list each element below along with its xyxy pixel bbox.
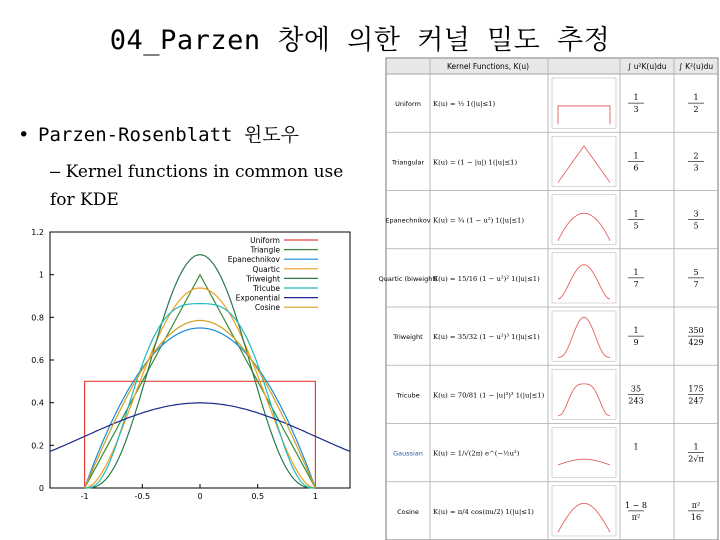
second-moment-denominator: 9 [633, 338, 639, 348]
roughness-numerator: 3 [693, 209, 699, 219]
roughness-numerator: 5 [693, 267, 699, 277]
kernel-name: Cosine [397, 507, 419, 516]
bullet-text: Parzen-Rosenblatt 윈도우 [38, 124, 299, 146]
kernel-thumbnail [552, 311, 616, 361]
roughness-denominator: 2 [693, 105, 699, 115]
kernel-thumbnail [552, 253, 616, 303]
second-moment-numerator: 1 [633, 209, 639, 219]
kernel-name: Triangular [391, 158, 425, 167]
roughness-numerator: 350 [688, 326, 704, 336]
kernel-thumbnail [552, 428, 616, 478]
kernel-formula: K(u) = 70/81 (1 − |u|³)³ 1(|u|≤1) [433, 391, 545, 400]
bullet-point [18, 120, 299, 147]
kernel-name: Epanechnikov [385, 216, 431, 225]
kernel-formula: K(u) = 35/32 (1 − u²)³ 1(|u|≤1) [433, 333, 540, 342]
second-moment-numerator: 1 [633, 326, 639, 336]
second-moment-numerator: 35 [630, 384, 642, 394]
kernel-name: Triweight [393, 333, 423, 342]
plot-frame [50, 232, 350, 488]
table-header-cell: Kernel Functions, K(u) [446, 62, 530, 71]
legend-label: Epanechnikov [227, 255, 280, 265]
roughness-denominator: 5 [693, 221, 699, 231]
sub-line-2: for KDE [50, 190, 119, 210]
roughness-numerator: 1 [693, 442, 699, 452]
roughness-numerator: 2 [693, 151, 699, 161]
slide-title: 04_Parzen 창에 의한 커널 밀도 추정 [109, 25, 611, 56]
y-tick-label: 0 [38, 484, 44, 493]
x-tick-label: -0.5 [134, 492, 151, 501]
kernel-thumbnail [552, 136, 616, 186]
series-line-tricube [85, 304, 316, 488]
y-tick-label: 0.8 [31, 313, 44, 323]
x-tick-label: 0.5 [251, 492, 265, 501]
sub-dash: – [50, 162, 61, 182]
y-tick-label: 0.6 [31, 356, 44, 365]
legend-label: Uniform [250, 236, 280, 245]
kernel-chart [20, 222, 360, 502]
kernel-formula: K(u) = ½ 1(|u|≤1) [433, 100, 496, 109]
y-tick-label: 1 [38, 270, 44, 280]
kernel-name: Uniform [395, 100, 421, 109]
series-line-exponential [50, 403, 350, 452]
kernel-name: Gaussian [393, 449, 423, 458]
second-moment-numerator: 1 − 8 [625, 500, 647, 510]
kernel-formula: K(u) = (1 − |u|) 1(|u|≤1) [433, 158, 518, 167]
second-moment-denominator: 243 [628, 396, 644, 406]
kernel-formula: K(u) = 1/√(2π) e^(−½u²) [433, 449, 520, 458]
y-tick-label: 0.4 [31, 398, 44, 408]
x-tick-label: 0 [197, 492, 203, 501]
second-moment-denominator: 3 [633, 105, 639, 115]
kernel-formula: K(u) = ¾ (1 − u²) 1(|u|≤1) [433, 216, 525, 225]
y-tick-label: 0.2 [31, 441, 44, 451]
table-header-cell: ∫ u²K(u)du [627, 62, 667, 71]
second-moment-numerator: 1 [633, 267, 639, 277]
kernel-formula: K(u) = 15/16 (1 − u²)² 1(|u|≤1) [433, 274, 540, 283]
legend-label: Triangle [250, 245, 280, 255]
sub-bullet [50, 158, 343, 214]
second-moment-denominator: π² [631, 512, 641, 522]
kernel-thumbnail [552, 369, 616, 419]
second-moment-denominator: 7 [633, 279, 639, 289]
sub-line-1: Kernel functions in common use [65, 162, 344, 182]
kernel-thumbnail [552, 195, 616, 245]
roughness-denominator: 247 [688, 396, 704, 406]
legend-label: Triweight [246, 274, 280, 284]
series-line-epanechnikov [85, 328, 316, 488]
roughness-numerator: π² [691, 500, 701, 510]
legend-label: Cosine [254, 303, 280, 313]
y-tick-label: 1.2 [31, 228, 44, 237]
kernel-thumbnail [552, 486, 616, 536]
second-moment-numerator: 1 [633, 151, 639, 161]
legend-label: Tricube [253, 284, 280, 293]
roughness-denominator: 7 [693, 279, 699, 289]
series-line-triweight [85, 255, 316, 488]
second-moment-denominator: 5 [633, 221, 639, 231]
kernel-thumbnail [552, 78, 616, 128]
roughness-numerator: 175 [688, 384, 704, 394]
legend-label: Quartic [252, 264, 280, 274]
legend-label: Exponential [235, 293, 280, 303]
kernel-name: Quartic (biweight) [378, 274, 438, 283]
x-tick-label: -1 [80, 492, 89, 501]
bullet-dot: • [18, 124, 30, 146]
roughness-numerator: 1 [693, 93, 699, 103]
roughness-denominator: 16 [690, 512, 702, 522]
roughness-denominator: 429 [688, 338, 704, 348]
second-moment-numerator: 1 [633, 93, 639, 103]
second-moment-numerator: 1 [633, 442, 639, 452]
roughness-denominator: 2√π [688, 454, 704, 464]
x-tick-label: 1 [312, 492, 318, 501]
kernel-table [378, 58, 718, 540]
table-header-cell: ∫ K²(u)du [678, 62, 714, 71]
kernel-formula: K(u) = π/4 cos(πu/2) 1(|u|≤1) [433, 507, 534, 516]
series-line-cosine [85, 320, 316, 488]
table-header-bg [386, 58, 718, 74]
second-moment-denominator: 6 [633, 163, 639, 173]
kernel-name: Tricube [396, 391, 420, 400]
roughness-denominator: 3 [693, 163, 699, 173]
